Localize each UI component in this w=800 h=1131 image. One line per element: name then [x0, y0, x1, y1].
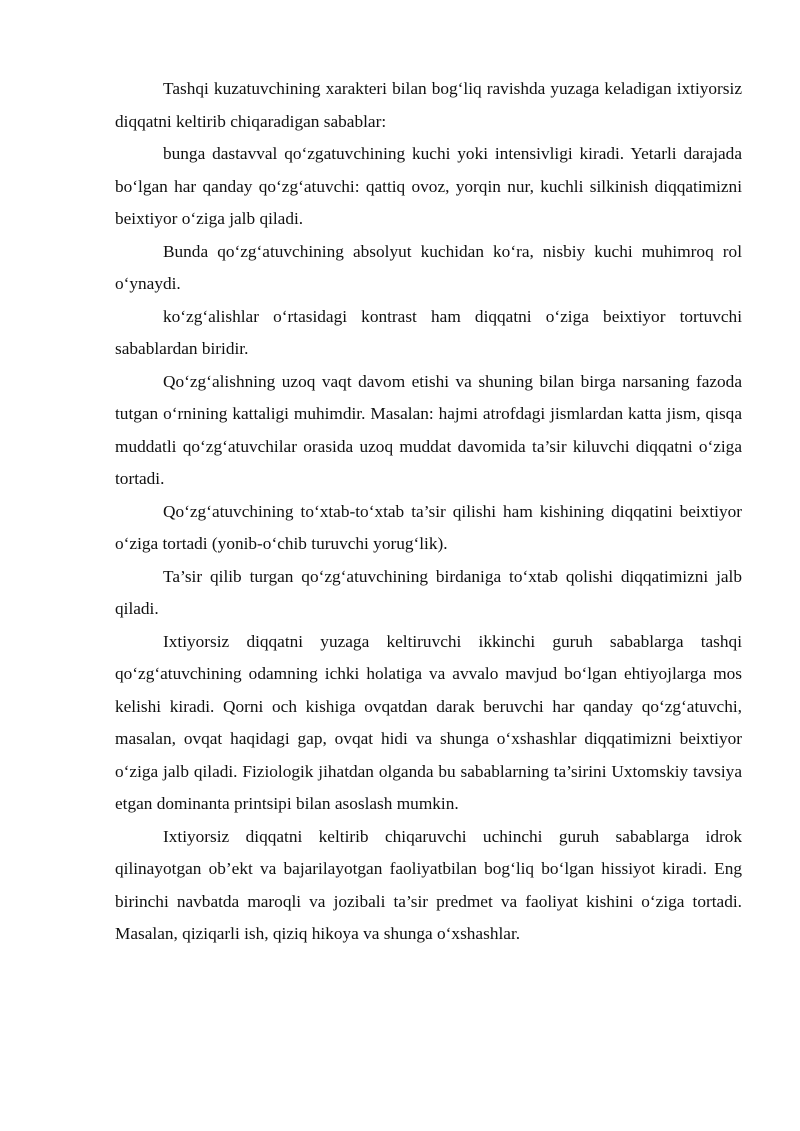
paragraph-2: bunga dastavval qo‘zgatuvchining kuchi yoki intensivligi kiradi. Yetarli darajada bo‘lgan har qanday qo‘zg‘atuvchi: qattiq ovoz, yorqin nur, kuchli silkinish diqqatimizni beixtiyor o‘ziga jalb qiladi. — [115, 144, 742, 228]
paragraph-7: Ta’sir qilib turgan qo‘zg‘atuvchining birdaniga to‘xtab qolishi diqqatimizni jalb qiladi. — [115, 566, 742, 618]
paragraph-8: Ixtiyorsiz diqqatni yuzaga keltiruvchi ikkinchi guruh sabablarga tashqi qo‘zg‘atuvchining odamning ichki holatiga va avvalo mavjud bo‘lgan ehtiyojlarga mos kelishi kiradi. Qorni och kishiga ovqatdan darak beruvchi har qanday qo‘zg‘atuvchi, masalan, ovqat haqidagi gap, ovqat hidi va shunga o‘xshashlar diqqatimizni beixtiyor o‘ziga jalb qiladi. Fiziologik jihatdan olganda bu sabablarning ta’sirini Uxtomskiy tavsiya etgan dominanta printsipi bilan asoslash mumkin. — [115, 631, 742, 813]
paragraph-4: ko‘zg‘alishlar o‘rtasidagi kontrast ham diqqatni o‘ziga beixtiyor tortuvchi sabablardan biridir. — [115, 306, 742, 358]
paragraph-5: Qo‘zg‘alishning uzoq vaqt davom etishi va shuning bilan birga narsaning fazoda tutgan o‘rnining kattaligi muhimdir. Masalan: hajmi atrofdagi jismlardan katta jism, qisqa muddatli qo‘zg‘atuvchilar orasida uzoq muddat davomida ta’sir kiluvchi diqqatni o‘ziga tortadi. — [115, 371, 742, 488]
paragraph-9: Ixtiyorsiz diqqatni keltirib chiqaruvchi uchinchi guruh sabablarga idrok qilinayotgan ob’ekt va bajarilayotgan faoliyatbilan bog‘liq bo‘lgan hissiyot kiradi. Eng birinchi navbatda maroqli va jozibali ta’sir predmet va faoliyat kishini o‘ziga tortadi. Masalan, qiziqarli ish, qiziq hikoya va shunga o‘xshashlar. — [115, 826, 742, 943]
paragraph-6: Qo‘zg‘atuvchining to‘xtab-to‘xtab ta’sir qilishi ham kishining diqqatini beixtiyor o‘ziga tortadi (yonib-o‘chib turuvchi yorug‘lik). — [115, 501, 742, 553]
document-body — [115, 73, 742, 951]
paragraph-3: Bunda qo‘zg‘atuvchining absolyut kuchidan ko‘ra, nisbiy kuchi muhimroq rol o‘ynaydi. — [115, 241, 742, 293]
paragraph-1: Tashqi kuzatuvchining xarakteri bilan bog‘liq ravishda yuzaga keladigan ixtiyorsiz diqqatni keltirib chiqaradigan sabablar: — [115, 79, 742, 131]
